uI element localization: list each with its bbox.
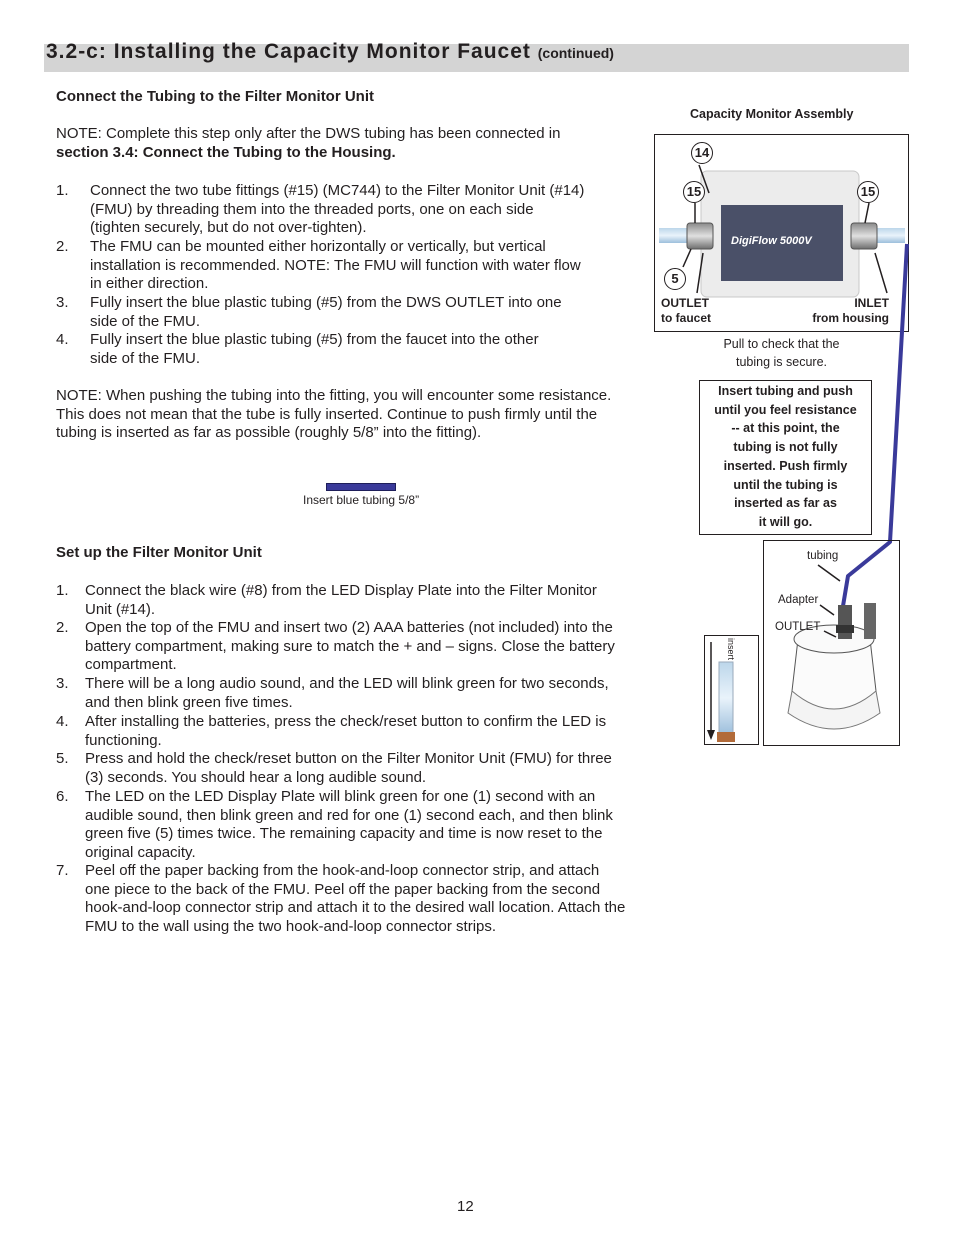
step-text: side of the FMU. [90, 349, 201, 367]
insert-note-line: tubing is not fully [733, 440, 838, 455]
step-number: 3. [56, 294, 69, 311]
step-number: 2. [56, 238, 69, 255]
step-text: in either direction. [90, 275, 209, 293]
insert-detail-label: insert [726, 638, 736, 661]
step-text: installation is recommended. NOTE: The FMU will function with water flow [90, 256, 581, 274]
step-text: Fully insert the blue plastic tubing (#5) from the DWS OUTLET into one [90, 294, 562, 311]
step-text: original capacity. [85, 844, 196, 862]
step-number: 3. [56, 675, 69, 692]
step-text: and then blink green five times. [85, 693, 293, 711]
note-section-reference: section 3.4: Connect the Tubing to the Housing. [56, 144, 396, 161]
inlet-from-housing-label: INLET from housing [812, 296, 889, 325]
step-text: green five (5) times twice. The remaining capacity and time is now reset to the [85, 825, 603, 843]
step-number: 4. [56, 331, 69, 348]
callout-5: 5 [664, 268, 686, 290]
insert-detail-frame [704, 635, 759, 745]
housing-illustration [764, 541, 899, 745]
section-heading-tubing: Connect the Tubing to the Filter Monitor Unit [56, 88, 375, 105]
step-text: (3) seconds. You should hear a long audible sound. [85, 768, 427, 786]
page-subtitle: (continued) [537, 45, 614, 61]
page-number: 12 [457, 1198, 474, 1215]
step-text: one piece to the back of the FMU. Peel off the paper backing from the second [85, 880, 601, 898]
step-number: 4. [56, 713, 69, 730]
insert-note-line: until the tubing is [733, 477, 838, 492]
page-title: 3.2-c: Installing the Capacity Monitor Faucet (continued) [46, 40, 614, 63]
step-text: Unit (#14). [85, 600, 156, 618]
callout-15-left: 15 [683, 181, 705, 203]
insert-depth-bar [326, 483, 396, 491]
step-text: The FMU can be mounted either horizontally or vertically, but vertical [90, 238, 546, 255]
step-text: hook-and-loop connector strip and attach it to the desired wall location. Attach the [85, 899, 626, 917]
housing-outlet-label: OUTLET [775, 621, 821, 633]
step-number: 6. [56, 788, 69, 805]
step-text: Connect the two tube fittings (#15) (MC744) to the Filter Monitor Unit (#14) [90, 182, 585, 199]
step-text: After installing the batteries, press the check/reset button to confirm the LED is [85, 713, 607, 730]
insert-note-line: it will go. [758, 514, 813, 529]
step-number: 1. [56, 582, 69, 599]
step-text: compartment. [85, 656, 177, 674]
step-text: Connect the black wire (#8) from the LED Display Plate into the Filter Monitor [85, 582, 597, 599]
step-number: 7. [56, 862, 69, 879]
step-text: (FMU) by threading them into the threaded ports, one on each side [90, 200, 534, 218]
step-number: 2. [56, 619, 69, 636]
step-text: There will be a long audio sound, and the LED will blink green for two seconds, [85, 675, 609, 692]
note-tubing-connected: NOTE: Complete this step only after the DWS tubing has been connected in [56, 125, 561, 142]
housing-tubing-label: tubing [807, 550, 839, 562]
section-heading-fmu: Set up the Filter Monitor Unit [56, 544, 262, 561]
insert-note-line: -- at this point, the [731, 421, 840, 436]
insert-note-line: inserted as far as [734, 496, 837, 511]
insert-note-line: until you feel resistance [714, 402, 857, 417]
insert-note-line: Insert tubing and push [718, 384, 853, 398]
step-text: functioning. [85, 731, 162, 749]
step-text: The LED on the LED Display Plate will blink green for one (1) second with an [85, 788, 596, 805]
housing-figure-frame [763, 540, 900, 746]
step-text: Fully insert the blue plastic tubing (#5) from the faucet into the other [90, 331, 539, 348]
step-text: Peel off the paper backing from the hook-and-loop connector strip, and attach [85, 862, 600, 879]
device-label: DigiFlow 5000V [731, 235, 812, 247]
step-text: side of the FMU. [90, 312, 201, 330]
callout-15-right: 15 [857, 181, 879, 203]
step-text: audible sound, then blink green and red for one (1) second each, and then blink [85, 806, 613, 824]
figure-title: Capacity Monitor Assembly [690, 107, 854, 121]
note-resistance-line: tubing is inserted as far as possible (roughly 5/8” into the fitting). [56, 424, 482, 442]
step-text: battery compartment, making sure to match the + and – signs. Close the battery [85, 637, 615, 655]
insert-depth-caption: Insert blue tubing 5/8” [303, 493, 420, 507]
pull-check-note: Pull to check that the tubing is secure. [723, 337, 840, 369]
note-resistance-line: This does not mean that the tube is fully inserted. Continue to push firmly until the [56, 405, 598, 423]
step-text: FMU to the wall using the two hook-and-loop connector strips. [85, 918, 497, 936]
outlet-to-faucet-label: OUTLET to faucet [661, 296, 712, 325]
step-number: 1. [56, 182, 69, 199]
callout-14: 14 [691, 142, 713, 164]
step-text: Open the top of the FMU and insert two (2) AAA batteries (not included) into the [85, 619, 613, 636]
housing-adapter-label: Adapter [778, 594, 819, 606]
insert-note-line: inserted. Push firmly [723, 458, 848, 473]
step-text: (tighten securely, but do not over-tighten). [90, 219, 367, 237]
note-resistance-line: NOTE: When pushing the tubing into the fitting, you will encounter some resistance. [56, 387, 612, 404]
step-text: Press and hold the check/reset button on the Filter Monitor Unit (FMU) for three [85, 750, 612, 767]
step-number: 5. [56, 750, 69, 767]
